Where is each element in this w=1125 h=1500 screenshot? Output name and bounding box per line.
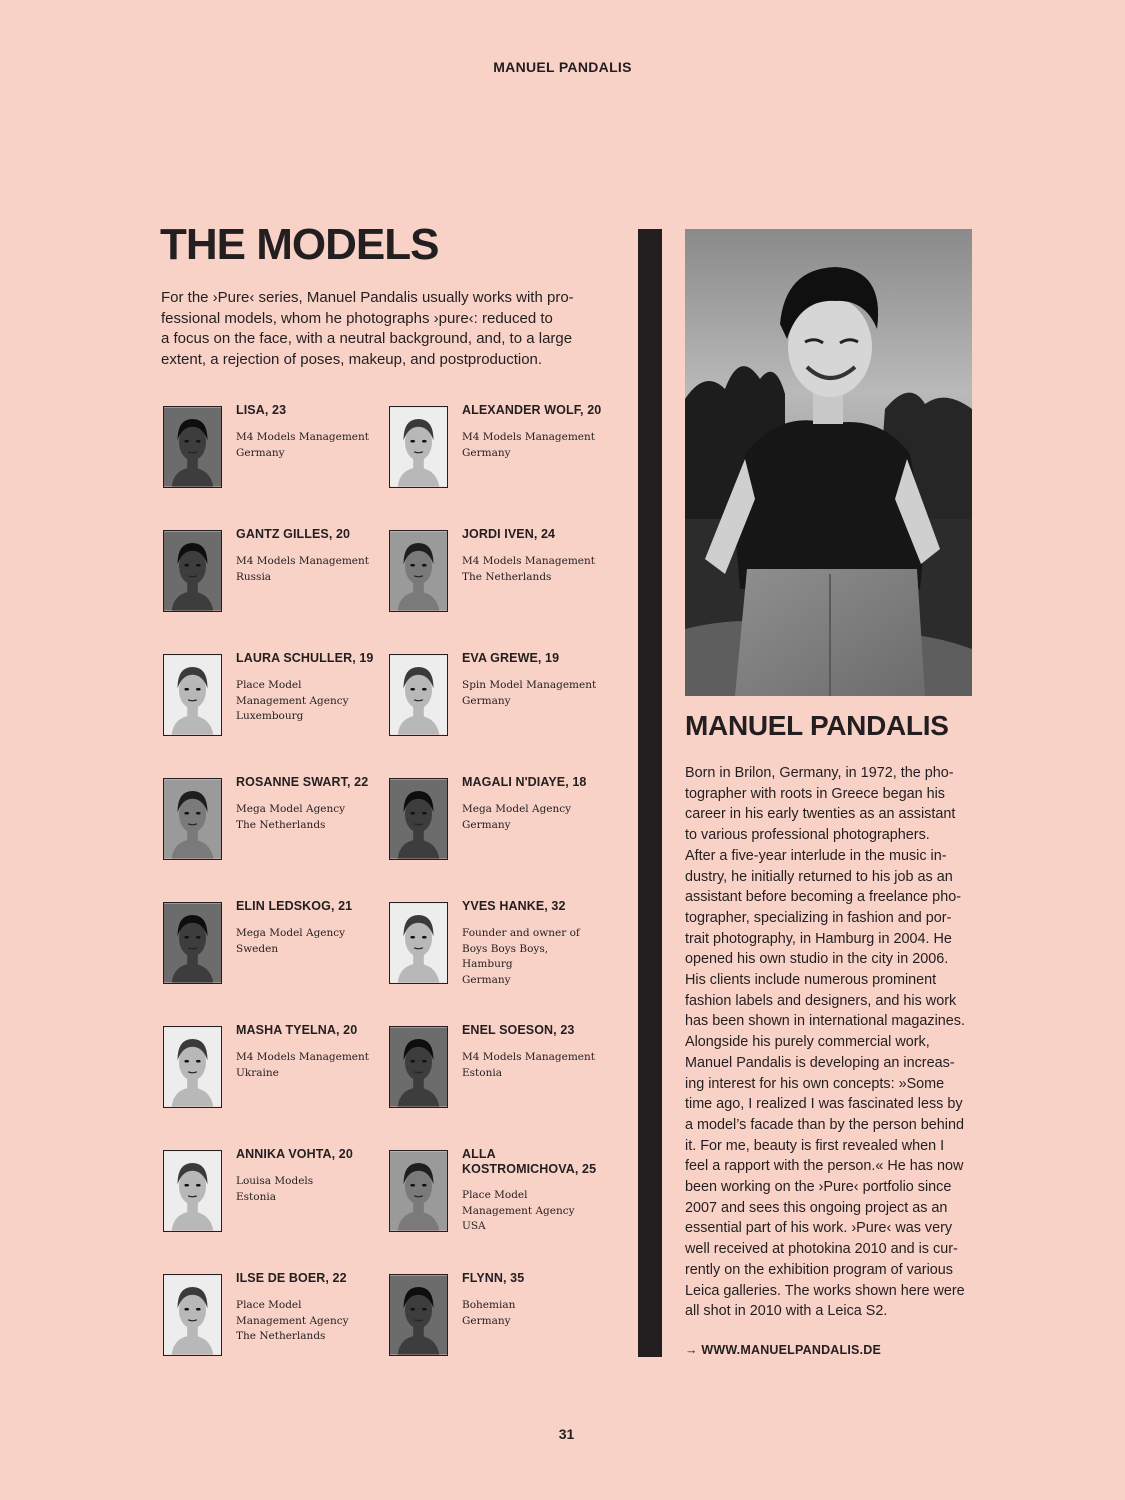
model-entry xyxy=(389,1023,609,1126)
bio-line: time ago, I realized I was fascinated less by xyxy=(685,1096,963,1113)
model-portrait xyxy=(163,1150,222,1232)
bio-line: Leica galleries. The works shown here were xyxy=(685,1282,965,1299)
model-agency xyxy=(236,1174,386,1205)
model-name xyxy=(462,1147,612,1177)
bio-line: trait photography, in Hamburg in 2004. He xyxy=(685,930,952,947)
model-agency xyxy=(462,1050,612,1081)
model-agency xyxy=(462,430,612,461)
model-entry xyxy=(389,1147,609,1250)
model-entry xyxy=(163,1147,383,1250)
model-portrait xyxy=(163,406,222,488)
model-agency-line: M4 Models Management xyxy=(236,431,369,443)
bio-line: tographer with roots in Greece began his xyxy=(685,785,945,802)
bio-line: Born in Brilon, Germany, in 1972, the pho- xyxy=(685,765,954,781)
model-entry xyxy=(389,775,609,878)
model-portrait xyxy=(163,1026,222,1108)
model-agency-line: Founder and owner of xyxy=(462,927,580,939)
model-agency xyxy=(236,678,386,725)
model-name xyxy=(462,527,612,542)
intro-line: a focus on the face, with a neutral background, and, to a large xyxy=(161,330,573,348)
model-name xyxy=(236,651,386,666)
model-agency-line: M4 Models Management xyxy=(236,1051,369,1063)
intro-line: extent, a rejection of poses, makeup, and postproduction. xyxy=(161,351,543,369)
model-agency-line: Russia xyxy=(236,570,272,583)
model-name xyxy=(236,775,386,790)
model-agency xyxy=(236,430,386,461)
model-name xyxy=(462,1271,612,1286)
model-agency-line: Ukraine xyxy=(236,1066,279,1079)
model-agency-line: Place Model xyxy=(462,1189,528,1201)
model-portrait xyxy=(389,1274,448,1356)
bio-line: fashion labels and designers, and his work xyxy=(685,992,957,1009)
model-name-line: ANNIKA VOHTA, 20 xyxy=(236,1147,353,1161)
model-name-line: FLYNN, 35 xyxy=(462,1271,525,1285)
model-name-line: YVES HANKE, 32 xyxy=(462,899,566,913)
bio-line: opened his own studio in the city in 2006. xyxy=(685,951,949,968)
model-agency-line: The Netherlands xyxy=(236,818,326,831)
bio-line: ing interest for his own concepts: »Some xyxy=(685,1075,945,1092)
model-name xyxy=(236,899,386,914)
bio-line: it. For me, beauty is first revealed when I xyxy=(685,1137,945,1154)
model-entry xyxy=(163,899,383,1002)
vertical-divider-bar xyxy=(638,229,662,1357)
model-agency-line: Management Agency xyxy=(236,1314,349,1327)
model-name-line: MASHA TYELNA, 20 xyxy=(236,1023,358,1037)
bio-line: assistant before becoming a freelance pho- xyxy=(685,889,961,906)
model-name xyxy=(236,403,386,418)
model-name xyxy=(462,651,612,666)
bio-line: essential part of his work. ›Pure‹ was very xyxy=(685,1220,953,1237)
model-entry xyxy=(163,403,383,506)
model-agency-line: Boys Boys Boys, xyxy=(462,942,549,955)
model-name xyxy=(236,527,386,542)
model-agency-line: Management Agency xyxy=(236,694,349,707)
website-link[interactable]: → WWW.MANUELPANDALIS.DE xyxy=(685,1343,882,1357)
model-agency-line: Place Model xyxy=(236,1299,302,1311)
bio-line: a model’s facade than by the person behind xyxy=(685,1116,964,1133)
model-name-line: GANTZ GILLES, 20 xyxy=(236,527,351,541)
model-entry xyxy=(163,1023,383,1126)
model-agency-line: Germany xyxy=(462,1314,511,1327)
model-agency-line: Mega Model Agency xyxy=(236,803,346,815)
model-name xyxy=(462,1023,612,1038)
model-portrait xyxy=(389,654,448,736)
model-agency-line: Germany xyxy=(236,446,285,459)
model-agency xyxy=(462,1298,612,1329)
model-portrait xyxy=(163,1274,222,1356)
page-number: 31 xyxy=(558,1426,575,1442)
model-agency-line: The Netherlands xyxy=(462,570,552,583)
model-entry xyxy=(389,527,609,630)
model-name-line: KOSTROMICHOVA, 25 xyxy=(462,1162,597,1176)
model-entry xyxy=(163,527,383,630)
model-agency-line: Management Agency xyxy=(462,1204,575,1217)
intro-line: fessional models, whom he photographs ›pure‹: reduced to xyxy=(161,309,553,327)
model-name xyxy=(462,403,612,418)
model-agency-line: Estonia xyxy=(462,1066,502,1079)
section-title-models: THE MODELS xyxy=(160,220,439,269)
bio-line: all shot in 2010 with a Leica S2. xyxy=(685,1303,888,1320)
model-name-line: ILSE DE BOER, 22 xyxy=(236,1271,347,1285)
model-agency-line: M4 Models Management xyxy=(462,1051,595,1063)
bio-line: Manuel Pandalis is developing an increas- xyxy=(685,1054,955,1071)
model-portrait xyxy=(163,902,222,984)
model-portrait xyxy=(389,530,448,612)
model-name xyxy=(462,775,612,790)
model-agency-line: Place Model xyxy=(236,679,302,691)
model-name-line: MAGALI N'DIAYE, 18 xyxy=(462,775,587,789)
model-portrait xyxy=(389,1026,448,1108)
model-agency xyxy=(462,554,612,585)
bio-line: His clients include numerous prominent xyxy=(685,972,937,989)
model-entry xyxy=(389,651,609,754)
bio-line: been working on the ›Pure‹ portfolio since xyxy=(685,1179,952,1196)
model-agency-line: Luxembourg xyxy=(236,710,304,722)
model-agency-line: The Netherlands xyxy=(236,1330,326,1342)
model-entry xyxy=(163,651,383,754)
model-portrait xyxy=(163,654,222,736)
bio-line: 2007 and sees this ongoing project as an xyxy=(685,1199,948,1216)
model-agency-line: M4 Models Management xyxy=(462,431,595,443)
model-name xyxy=(236,1147,386,1162)
model-entry xyxy=(389,403,609,506)
model-agency xyxy=(462,1188,612,1235)
model-agency-line: Mega Model Agency xyxy=(236,927,346,939)
bio-line: rently on the exhibition program of various xyxy=(685,1261,953,1278)
photographer-bio xyxy=(685,763,995,1322)
model-agency xyxy=(462,802,612,833)
model-entry xyxy=(389,1271,609,1374)
model-agency-line: Estonia xyxy=(236,1190,276,1203)
model-agency-line: M4 Models Management xyxy=(236,555,369,567)
model-portrait xyxy=(389,902,448,984)
model-agency xyxy=(236,802,386,833)
bio-line: career in his early twenties as an assistant xyxy=(685,806,956,823)
photographer-name-heading: MANUEL PANDALIS xyxy=(685,710,949,741)
model-agency xyxy=(462,678,612,709)
model-agency xyxy=(236,1298,386,1345)
model-portrait xyxy=(389,778,448,860)
model-entry xyxy=(163,1271,383,1374)
bio-line: After a five-year interlude in the music in- xyxy=(685,847,947,864)
model-agency-line: M4 Models Management xyxy=(462,555,595,567)
model-agency-line: Germany xyxy=(462,973,511,986)
model-name xyxy=(236,1271,386,1286)
model-name-line: JORDI IVEN, 24 xyxy=(462,527,556,541)
model-name-line: ENEL SOESON, 23 xyxy=(462,1023,575,1037)
model-name xyxy=(462,899,612,914)
model-agency-line: Hamburg xyxy=(462,958,513,970)
model-agency-line: USA xyxy=(462,1220,486,1232)
model-portrait xyxy=(163,530,222,612)
bio-line: well received at photokina 2010 and is cur- xyxy=(685,1241,958,1258)
model-agency-line: Germany xyxy=(462,694,511,707)
model-agency-line: Spin Model Management xyxy=(462,679,597,691)
running-head: MANUEL PANDALIS xyxy=(493,59,632,75)
model-entry xyxy=(163,775,383,878)
bio-line: Alongside his purely commercial work, xyxy=(685,1034,930,1051)
models-intro xyxy=(161,288,601,371)
model-agency-line: Sweden xyxy=(236,942,279,955)
model-portrait xyxy=(389,1150,448,1232)
model-name-line: ALLA xyxy=(462,1147,496,1161)
model-entry xyxy=(389,899,609,1002)
bio-line: dustry, he initially returned to his job as an xyxy=(685,868,953,885)
model-agency-line: Germany xyxy=(462,446,511,459)
model-name-line: ALEXANDER WOLF, 20 xyxy=(462,403,602,417)
model-name-line: ROSANNE SWART, 22 xyxy=(236,775,369,789)
model-name-line: LAURA SCHULLER, 19 xyxy=(236,651,374,665)
model-agency-line: Bohemian xyxy=(462,1299,516,1311)
model-name-line: ELIN LEDSKOG, 21 xyxy=(236,899,353,913)
bio-line: has been shown in international magazines. xyxy=(685,1013,965,1030)
model-portrait xyxy=(163,778,222,860)
model-agency xyxy=(236,554,386,585)
model-agency xyxy=(236,926,386,957)
model-name-line: EVA GREWE, 19 xyxy=(462,651,560,665)
model-agency-line: Louisa Models xyxy=(236,1175,314,1187)
bio-line: tographer, specializing in fashion and por- xyxy=(685,909,952,926)
photographer-portrait-photo xyxy=(685,229,972,696)
model-agency-line: Mega Model Agency xyxy=(462,803,572,815)
model-agency xyxy=(462,926,612,988)
model-name xyxy=(236,1023,386,1038)
model-agency-line: Germany xyxy=(462,818,511,831)
intro-line: For the ›Pure‹ series, Manuel Pandalis usually works with pro- xyxy=(161,289,574,306)
bio-line: feel a rapport with the person.« He has now xyxy=(685,1158,964,1175)
model-name-line: LISA, 23 xyxy=(236,403,287,417)
model-portrait xyxy=(389,406,448,488)
bio-line: to various professional photographers. xyxy=(685,827,930,844)
model-agency xyxy=(236,1050,386,1081)
